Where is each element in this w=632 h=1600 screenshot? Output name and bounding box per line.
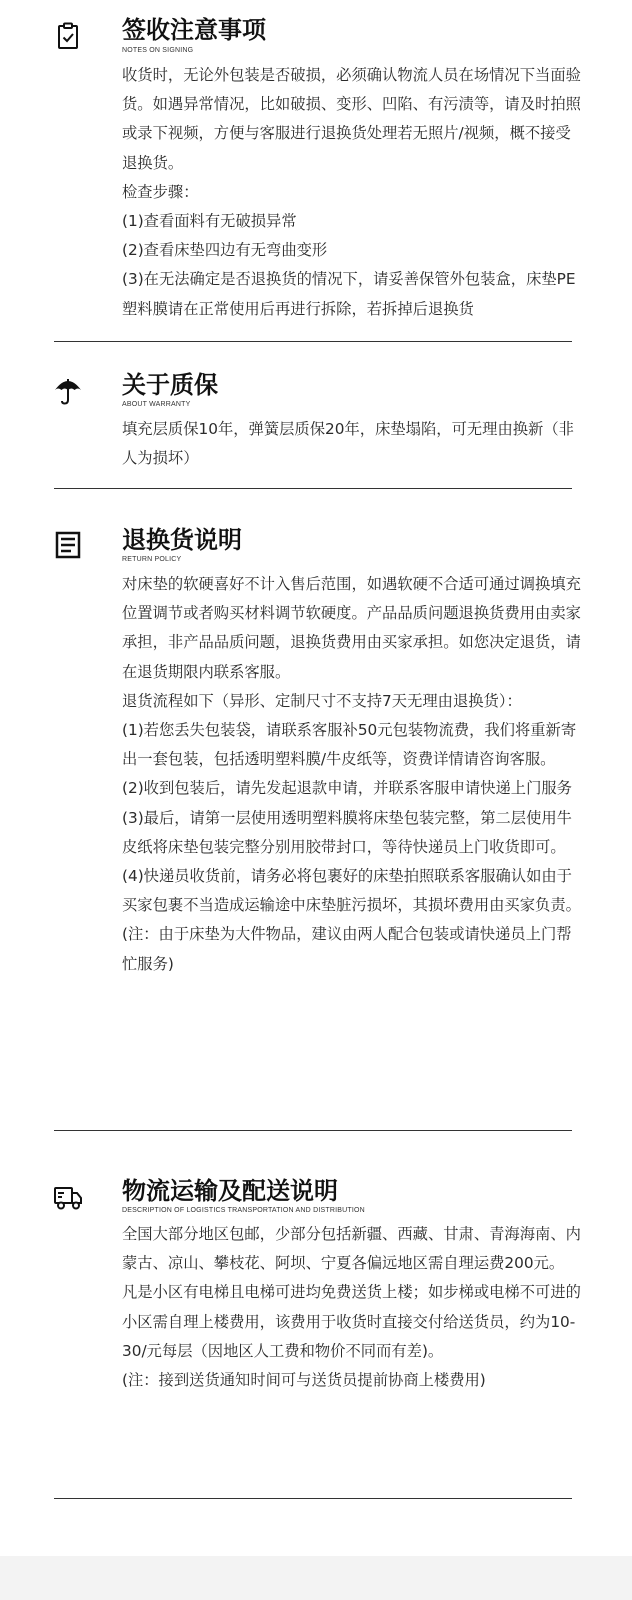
paragraph: (2)查看床垫四边有无弯曲变形 bbox=[122, 241, 328, 260]
paragraph: (注：由于床垫为大件物品，建议由两人配合包装或请快递员上门帮忙服务) bbox=[122, 925, 572, 973]
section-body bbox=[122, 61, 582, 324]
paragraph: (2)收到包装后，请先发起退款申请，并联系客服申请快递上门服务 bbox=[122, 779, 572, 798]
delivery-truck-icon bbox=[52, 1181, 84, 1213]
paragraph: 检查步骤： bbox=[122, 182, 199, 201]
section-divider bbox=[54, 488, 572, 489]
section-body bbox=[122, 1220, 582, 1395]
section-divider bbox=[54, 1130, 572, 1131]
paragraph: (1)若您丢失包装袋，请联系客服补50元包装物流费，我们将重新寄出一套包装，包括透明塑料膜/牛皮纸等，资费详情请咨询客服。 bbox=[122, 721, 577, 769]
section-subtitle: ABOUT WARRANTY bbox=[122, 401, 191, 408]
paragraph: 全国大部分地区包邮，少部分包括新疆、西藏、甘肃、青海海南、内蒙古、凉山、攀枝花、阿坝、宁夏各偏远地区需自理运费200元。 bbox=[122, 1225, 581, 1273]
paragraph: (3)最后，请第一层使用透明塑料膜将床垫包装完整，第二层使用牛皮纸将床垫包装完整分别用胶带封口，等待快递员上门收货即可。 bbox=[122, 808, 572, 856]
section-body bbox=[122, 570, 582, 979]
paragraph: (注：接到送货通知时间可与送货员提前协商上楼费用) bbox=[122, 1371, 486, 1390]
document-list-icon bbox=[52, 529, 84, 561]
section-subtitle: RETURN POLICY bbox=[122, 556, 182, 563]
paragraph: (3)在无法确定是否退换货的情况下，请妥善保管外包装盒，床垫PE塑料膜请在正常使用后再进行拆除，若拆掉后退换货 bbox=[122, 270, 576, 318]
page-footer-band bbox=[0, 1556, 632, 1600]
section-title: 物流运输及配送说明 bbox=[122, 1177, 338, 1205]
section-title: 签收注意事项 bbox=[122, 16, 266, 44]
section-body bbox=[122, 415, 582, 473]
section-title: 关于质保 bbox=[122, 371, 218, 399]
section-title: 退换货说明 bbox=[122, 526, 242, 554]
umbrella-icon bbox=[52, 374, 84, 406]
paragraph: (4)快递员收货前，请务必将包裹好的床垫拍照联系客服确认如由于买家包裹不当造成运输途中床垫脏污损坏，其损坏费用由买家负责。 bbox=[122, 867, 581, 915]
paragraph: 凡是小区有电梯且电梯可进均免费送货上楼；如步梯或电梯不可进的小区需自理上楼费用，该费用于收货时直接交付给送货员，约为10-30/元每层（因地区人工费和物价不同而有差)。 bbox=[122, 1283, 581, 1360]
clipboard-check-icon bbox=[52, 20, 84, 52]
paragraph: 收货时，无论外包装是否破损，必须确认物流人员在场情况下当面验货。如遇异常情况，比如破损、变形、凹陷、有污渍等，请及时拍照或录下视频，方便与客服进行退换货处理若无照片/视频，概不接受退换货。 bbox=[122, 66, 581, 172]
paragraph: 退货流程如下（异形、定制尺寸不支持7天无理由退换货）： bbox=[122, 691, 522, 710]
section-divider bbox=[54, 1498, 572, 1499]
paragraph: 对床垫的软硬喜好不计入售后范围，如遇软硬不合适可通过调换填充位置调节或者购买材料调节软硬度。产品品质问题退换货费用由卖家承担，非产品品质问题，退换货费用由买家承担。如您决定退货，请在退货期限内联系客服。 bbox=[122, 575, 581, 681]
section-subtitle: NOTES ON SIGNING bbox=[122, 47, 194, 54]
section-divider bbox=[54, 341, 572, 342]
paragraph: 填充层质保10年，弹簧层质保20年，床垫塌陷，可无理由换新（非人为损坏） bbox=[122, 420, 574, 468]
section-subtitle: DESCRIPTION OF LOGISTICS TRANSPORTATION AND DISTRIBUTION bbox=[122, 1207, 365, 1214]
paragraph: (1)查看面料有无破损异常 bbox=[122, 212, 297, 231]
